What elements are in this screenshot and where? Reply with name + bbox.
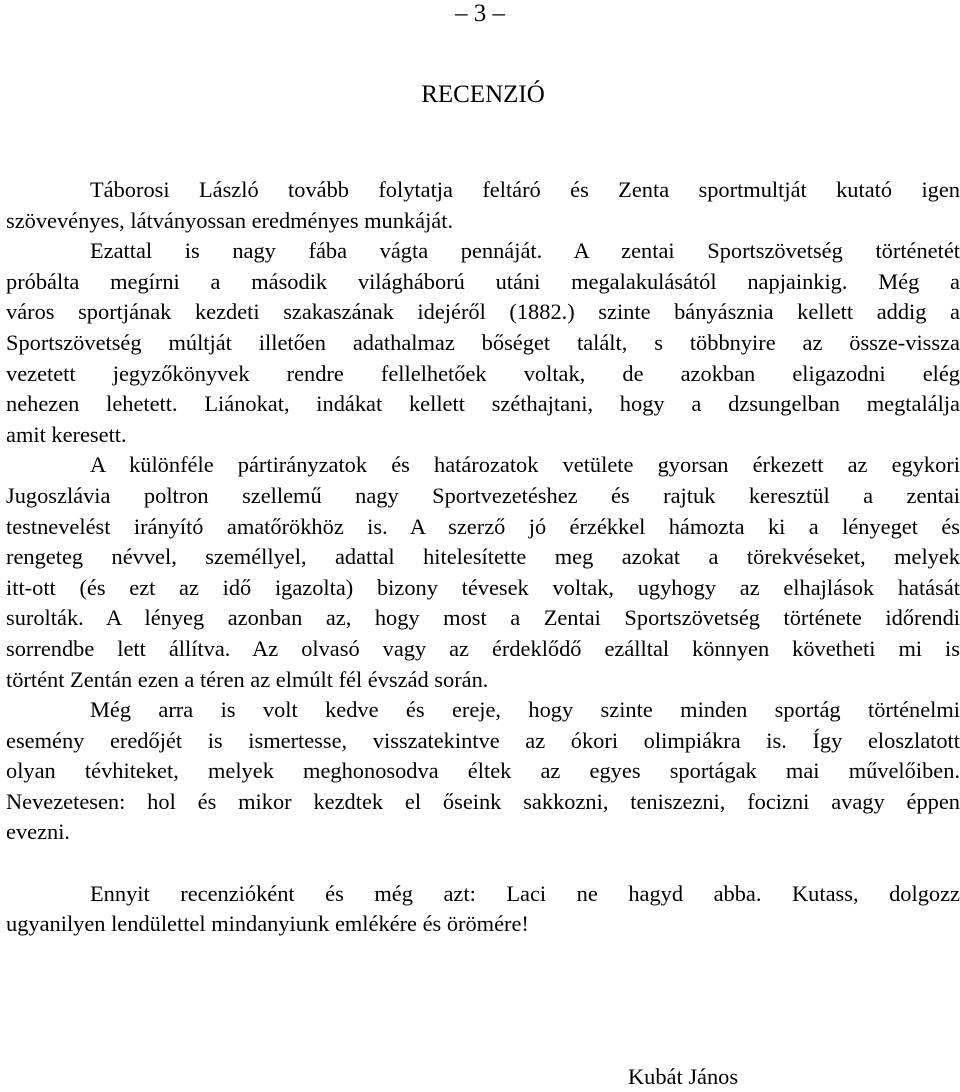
text-line: város sportjának kezdeti szakaszának idejéről (1882.) szinte bányásznia kellett addig a — [6, 299, 960, 325]
text-line: Ennyit recenzióként és még azt: Laci ne hagyd abba. Kutass, dolgozz — [90, 880, 960, 906]
page-title: RECENZIÓ — [421, 81, 545, 108]
text-line: evezni. — [6, 819, 71, 845]
text-line: próbálta megírni a második világháború utáni megalakulásától napjainkig. Még a — [6, 268, 960, 294]
text-line: amit keresett. — [6, 421, 127, 447]
text-line: vezetett jegyzőkönyvek rendre fellelhetőek voltak, de azokban eligazodni elég — [6, 360, 960, 386]
text-line: Táborosi László tovább folytatja feltáró és Zenta sportmultját kutató igen — [90, 177, 960, 202]
page-number: – 3 – — [455, 0, 505, 27]
review-body — [6, 175, 960, 940]
text-line: Nevezetesen: hol és mikor kezdtek el őseink sakkozni, teniszezni, focizni avagy éppen — [6, 788, 960, 814]
text-line: itt-ott (és ezt az idő igazolta) bizony tévesek voltak, ugyhogy az elhajlások hatását — [6, 574, 960, 600]
text-line: olyan tévhiteket, melyek meghonosodva éltek az egyes sportágak mai művelőiben. — [6, 758, 960, 784]
text-line: Még arra is volt kedve és ereje, hogy szinte minden sportág történelmi — [90, 697, 960, 723]
text-line: ugyanilyen lendülettel mindanyiunk emlékére és örömére! — [6, 911, 529, 937]
text-line: surolták. A lényeg azonban az, hogy most a Zentai Sportszövetség története időrendi — [6, 605, 960, 631]
text-line: rengeteg névvel, személlyel, adattal hitelesítette meg azokat a törekvéseket, melyek — [6, 544, 960, 570]
text-line: Ezattal is nagy fába vágta pennáját. A zentai Sportszövetség történetét — [90, 238, 960, 264]
text-line: testnevelést irányító amatőrökhöz is. A szerző jó érzékkel hámozta ki a lényeget és — [6, 513, 960, 539]
paragraph-1 — [6, 175, 960, 236]
author-signature: Kubát János — [628, 1064, 739, 1089]
text-line: Jugoszlávia poltron szellemű nagy Sportvezetéshez és rajtuk keresztül a zentai — [6, 482, 960, 508]
paragraph-4 — [6, 695, 960, 848]
text-line: esemény eredőjét is ismertesse, visszatekintve az ókori olimpiákra is. Így eloszlatott — [6, 727, 960, 753]
text-line: szövevényes, látványossan eredményes munkáját. — [6, 207, 454, 233]
paragraph-5 — [6, 879, 960, 940]
text-line: sorrendbe lett állítva. Az olvasó vagy az érdeklődő ezálltal könnyen követheti mi is — [6, 635, 960, 661]
text-line: történt Zentán ezen a téren az elmúlt fél évszád során. — [6, 666, 489, 692]
blank-line — [6, 848, 960, 879]
text-line: nehezen lehetett. Liánokat, indákat kellett széthajtani, hogy a dzsungelban megtalálja — [6, 391, 960, 417]
paragraph-2 — [6, 236, 960, 450]
paragraph-3 — [6, 450, 960, 695]
text-line: Sportszövetség múltját illetően adathalmaz bőséget talált, s többnyire az össze-vissza — [6, 329, 960, 355]
text-line: A különféle pártirányzatok és határozatok vetülete gyorsan érkezett az egykori — [90, 452, 960, 478]
